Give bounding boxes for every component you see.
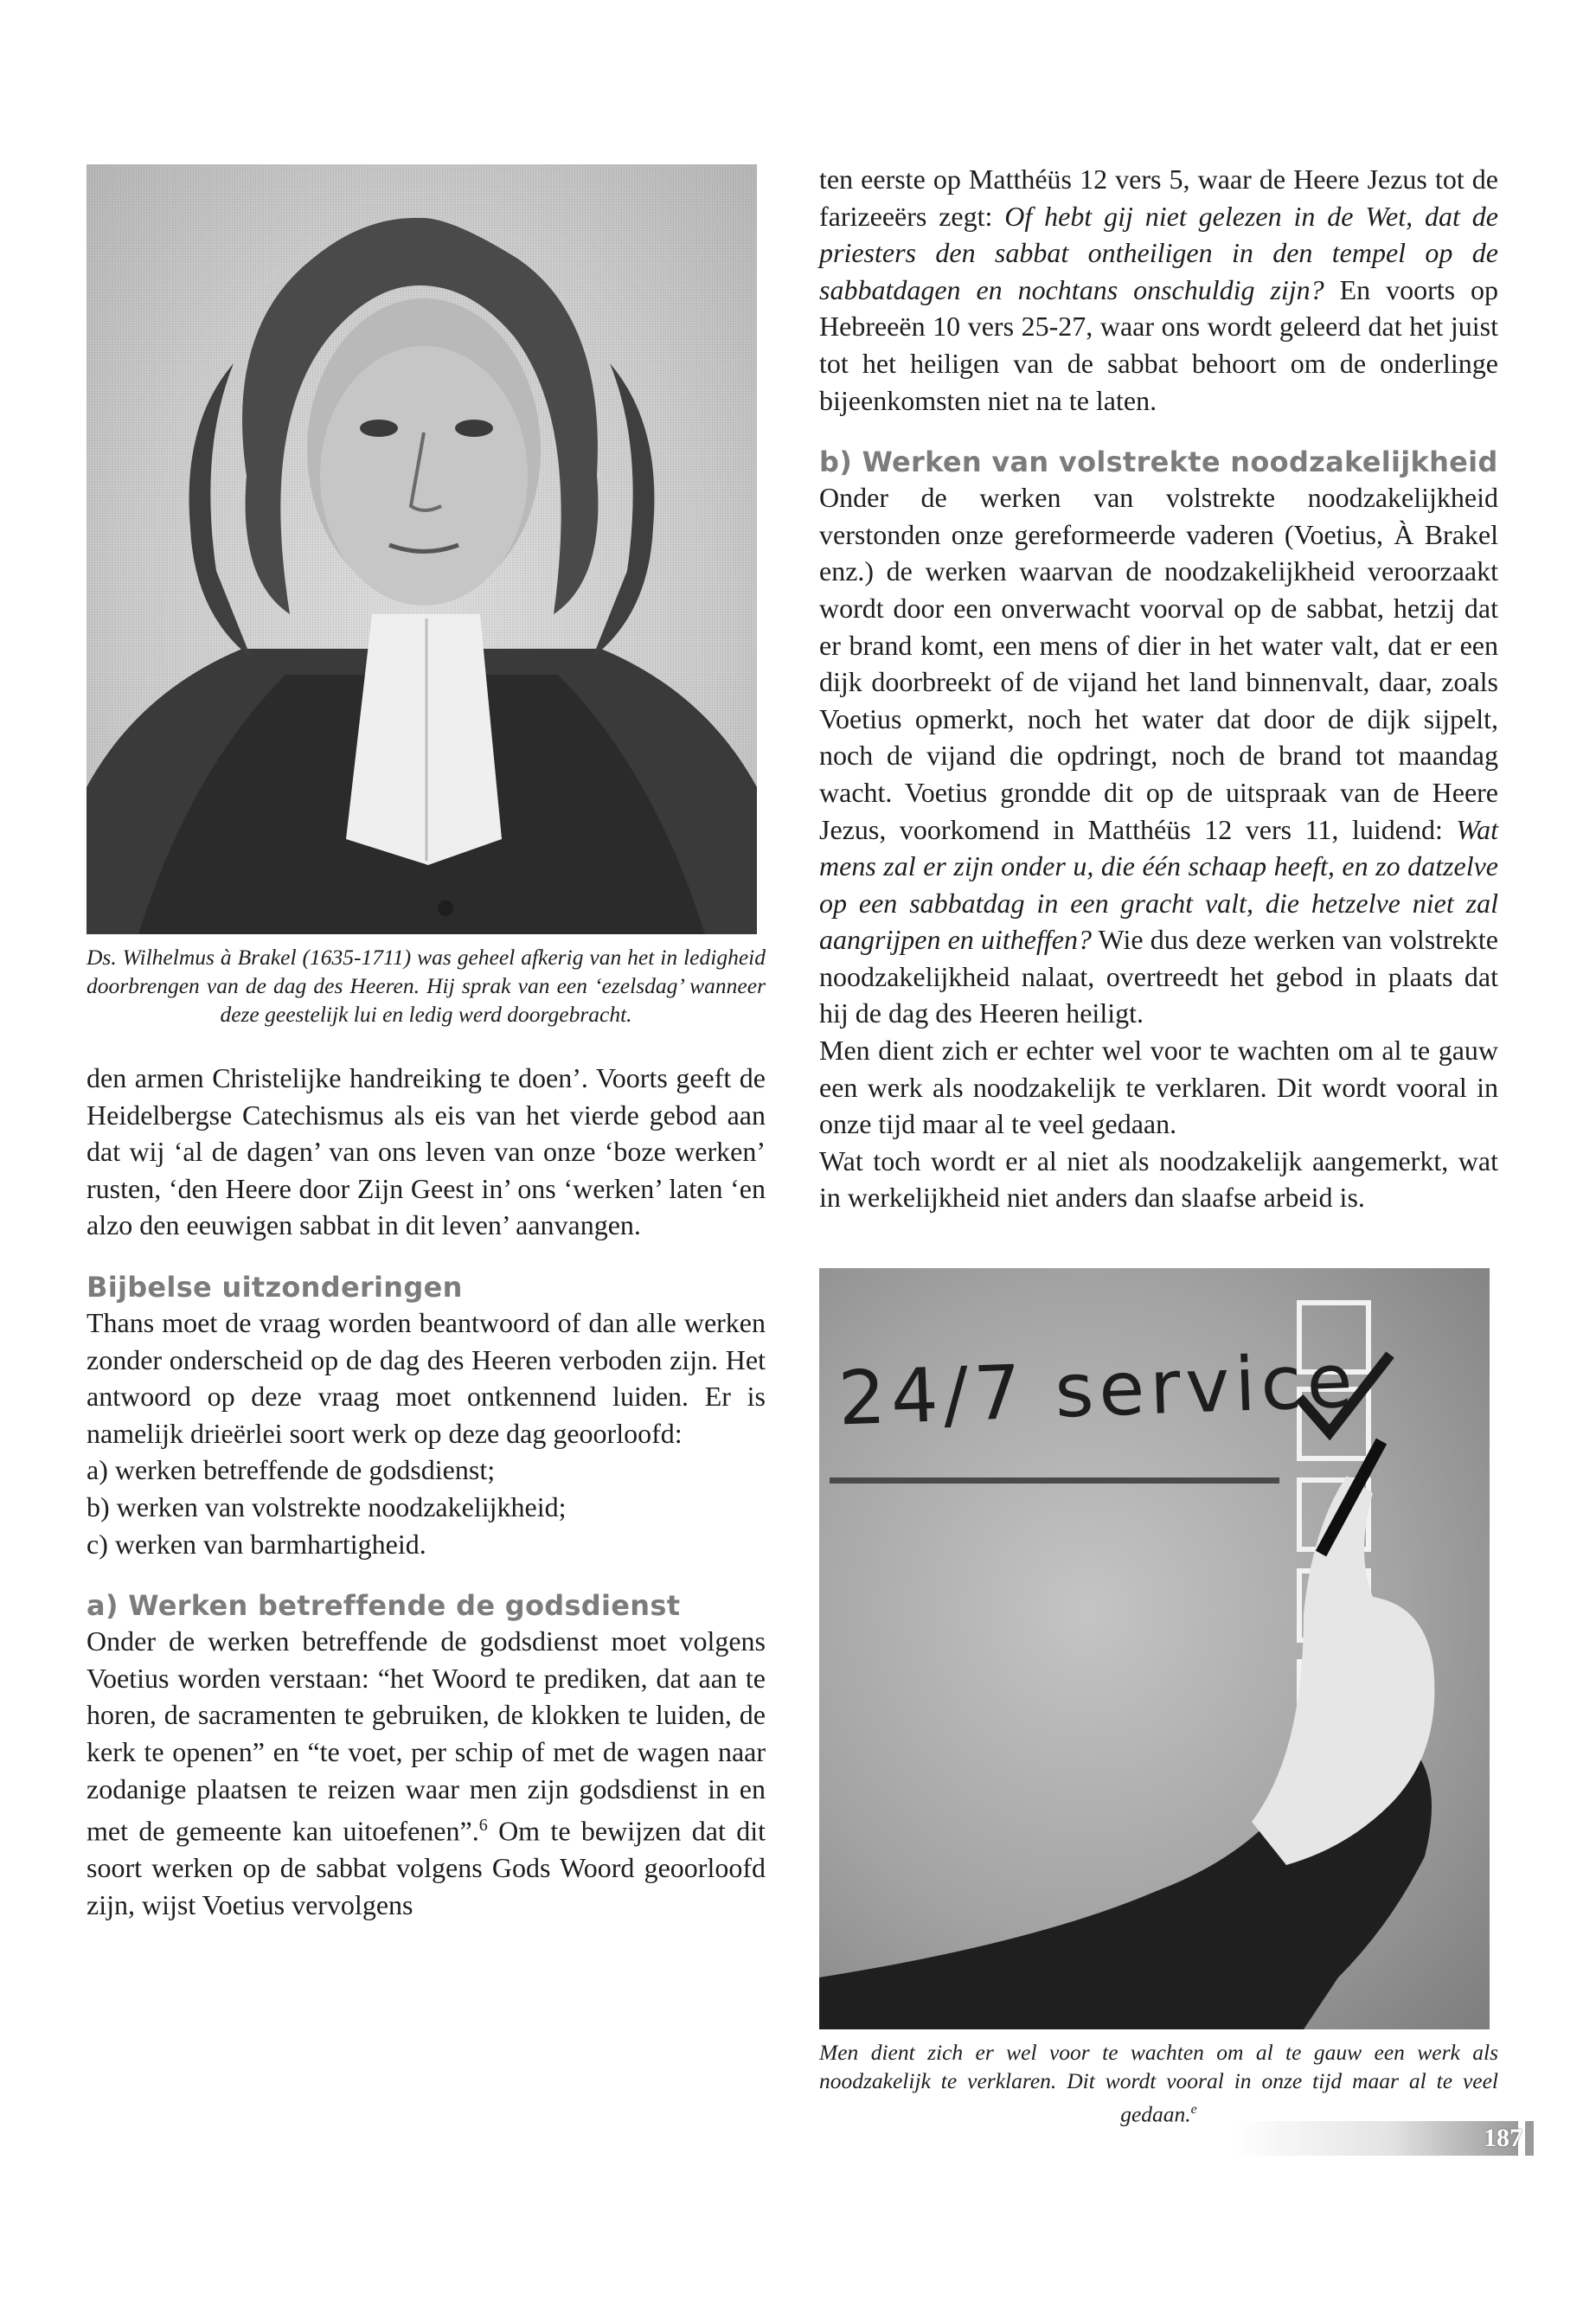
left-paragraph-1: den armen Christelijke handreiking te doen’. Voorts geeft de Heidelbergse Catechismus als eis van het vierde gebod aan dat wij ‘al de dagen’ van ons leven van onze ‘boze werken’ rusten, ‘den Heere door Zijn Geest in’ ons ‘werken’ laten ‘en alzo den eeuwigen sabbat in dit leven’ aanvangen. xyxy=(87,1062,766,1241)
caption-note: e xyxy=(1190,2102,1197,2118)
right-paragraph-1 xyxy=(819,161,1498,419)
footer-tick xyxy=(1525,2121,1534,2156)
right-paragraph-2-start: Onder de werken van volstrekte noodzakelijkheid verstonden onze gereformeerde vaderen (Voetius, À Brakel enz.) de werken waarvan de noodzakelijkheid veroorzaakt wordt door een onverwacht voorval op de sabbat, hetzij dat er brand komt, een mens of dier in het water valt, dat er een dijk doorbreekt of de vijand het land binnenvalt, daar, zoals Voetius opmerkt, noch het water dat door de dijk sijpelt, noch de vijand die opdringt, noch de brand tot maandag wacht. Voetius grondde dit op de uitspraak van de Heere Jezus, voorkomend in Matthéüs 12 vers 11, luidend: xyxy=(819,482,1498,845)
service-image xyxy=(819,1268,1490,2029)
right-column xyxy=(819,164,1498,2129)
list-item-a: a) werken betreffende de godsdienst; xyxy=(87,1454,496,1486)
right-paragraph-4: Wat toch wordt er al niet als noodzakelijk aangemerkt, wat in werkelijkheid niet anders dan slaafse arbeid is. xyxy=(819,1144,1498,1214)
list-item-b: b) werken van volstrekte noodzakelijkheid; xyxy=(87,1490,567,1522)
left-paragraph-2: Thans moet de vraag worden beantwoord of dan alle werken zonder onderscheid op de dag des Heeren verboden zijn. Het antwoord op deze vraag moet ontkennend luiden. Er is namelijk drieërlei soort werk op deze dag geoorloofd: xyxy=(87,1306,766,1449)
portrait-image xyxy=(87,164,757,934)
service-caption-text: Men dient zich er wel voor te wachten om al te gauw een werk als noodzakelijk te verklaren. Dit wordt vooral in onze tijd maar al te veel gedaan. xyxy=(819,2040,1498,2127)
list-item-c: c) werken van barmhartigheid. xyxy=(87,1528,426,1560)
page-number: 187 xyxy=(1484,2124,1522,2152)
left-column xyxy=(87,164,766,1924)
left-paragraph-3-text: Onder de werken betreffende de godsdienst moet volgens Voetius worden verstaan: “het Woord te prediken, dat aan te horen, de sacramenten te gebruiken, de klokken te luiden, de kerk te openen” en “te voet, per schip of met de wagen naar zodanige plaatsen te reizen waar men zijn godsdienst in en met de gemeente kan uitoefenen”. xyxy=(87,1625,766,1847)
left-paragraph-3 xyxy=(87,1623,766,1923)
left-paragraph-3-end: Om te bewijzen dat dit soort werken op de sabbat volgens Gods Woord geoorloofd zijn, wijst Voetius vervolgens xyxy=(87,1815,766,1920)
exception-list xyxy=(87,1452,766,1562)
quote-matthew-12-11: Wat mens zal er zijn onder u, die één schaap heeft, en zo datzelve op een sabbatdag in een gracht valt, die hetzelve niet zal aangrijpen en uitheffen? xyxy=(819,813,1498,956)
right-paragraph-1-start: ten eerste op Matthéüs 12 vers 5, waar de Heere Jezus tot de farizeeërs zegt: xyxy=(819,163,1498,232)
portrait-caption: Ds. Wilhelmus à Brakel (1635-1711) was geheel afkerig van het in ledigheid doorbrengen van de dag des Heeren. Hij sprak van een ‘ezelsdag’ wanneer deze geestelijk lui en ledig werd doorgebracht. xyxy=(87,945,766,1027)
heading-bijbelse-uitzonderingen: Bijbelse uitzonderingen xyxy=(87,1270,463,1304)
footnote-ref: 6 xyxy=(478,1816,488,1836)
right-paragraph-3: Men dient zich er echter wel voor te wachten om al te gauw een werk als noodzakelijk te verklaren. Dit wordt vooral in onze tijd maar al te veel gedaan. xyxy=(819,1035,1498,1140)
right-paragraph-2 xyxy=(819,479,1498,1032)
heading-werken-godsdienst: a) Werken betreffende de godsdienst xyxy=(87,1589,681,1623)
service-caption xyxy=(819,2038,1498,2129)
heading-werken-noodzakelijkheid: b) Werken van volstrekte noodzakelijkheid xyxy=(819,445,1498,479)
right-paragraph-2-end: Wie dus deze werken van volstrekte noodzakelijkheid nalaat, overtreedt het gebod in plaats dat hij de dag des Heeren heiligt. xyxy=(819,924,1499,1029)
service-image-text: 24/7 service xyxy=(836,1337,1360,1443)
portrait-illustration xyxy=(87,164,757,934)
right-paragraph-1-end: En voorts op Hebreeën 10 vers 25-27, waar ons wordt geleerd dat het juist tot het heiligen van de sabbat behoort om de onderlinge bijeenkomsten niet na te laten. xyxy=(819,273,1499,416)
quote-matthew-12-5: Of hebt gij niet gelezen in de Wet, dat de priesters den sabbat ontheiligen in den tempel op de sabbatdagen en nochtans onschuldig zijn? xyxy=(819,200,1499,305)
